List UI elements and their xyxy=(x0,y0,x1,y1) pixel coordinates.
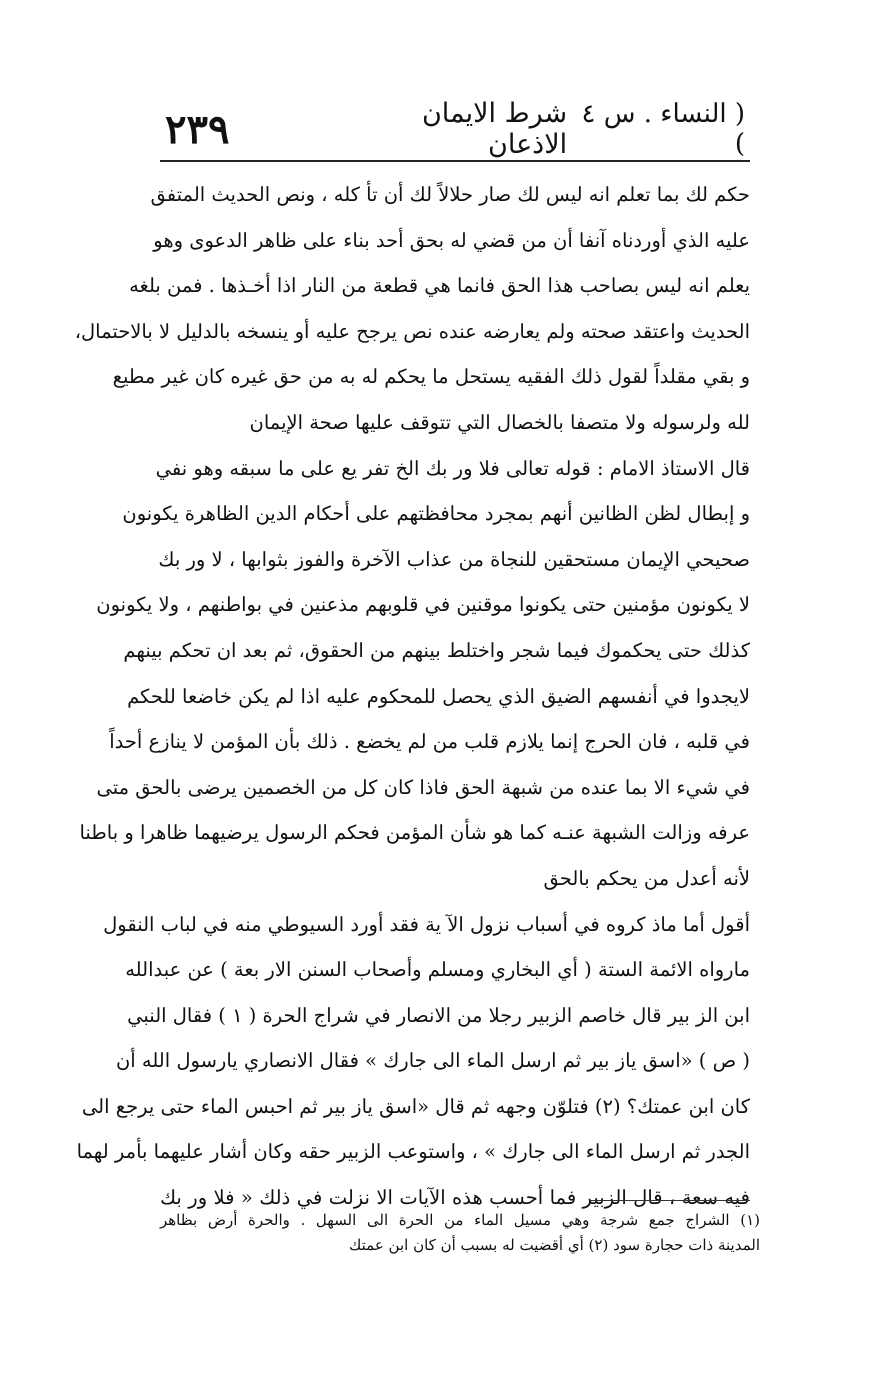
text-line: الحديث واعتقد صحته ولم يعارضه عنده نص يرجح عليه أو ينسخه بالدليل لا بالاحتمال، xyxy=(74,319,750,343)
text-line: كان ابن عمتك؟ (٢) فتلوّن وجهه ثم قال «اسق ياز بير ثم احبس الماء حتى يرجع الى xyxy=(81,1094,750,1118)
text-line: مارواه الائمة الستة ( أي البخاري ومسلم وأصحاب السنن الار بعة ) عن عبدالله xyxy=(125,958,750,982)
text-line: في قلبه ، فان الحرج إنما يلازم قلب من لم يخضع . ذلك بأن المؤمن لا ينازع أحداً xyxy=(109,730,750,754)
text-line: و بقي مقلداً لقول ذلك الفقيه يستحل ما يحكم له به من حق غيره كان غير مطيع xyxy=(112,365,750,389)
section-reference: ( النساء . س ٤ ) xyxy=(581,99,745,159)
footnote-line: المدينة ذات حجارة سود (٢) أي أقضيت له بسبب أن كان ابن عمتك xyxy=(349,1236,760,1254)
text-line: لايجدوا في أنفسهم الضيق الذي يحصل للمحكوم عليه اذا لم يكن خاضعا للحكم xyxy=(127,684,750,708)
text-line: يعلم انه ليس بصاحب هذا الحق فانما هي قطعة من النار اذا أخـذها . فمن بلغه xyxy=(129,274,750,298)
text-line: لله ولرسوله ولا متصفا بالخصال التي تتوقف عليها صحة الإيمان xyxy=(249,410,750,434)
page-number: ٢٣٩ xyxy=(165,105,230,153)
text-line: قال الاستاذ الامام : قوله تعالى فلا ور بك الخ تفر يع على ما سبقه وهو نفي xyxy=(155,456,750,480)
paragraph-3 xyxy=(76,902,750,1221)
running-title: شرط الايمان الاذعان xyxy=(421,98,568,160)
text-line: الجدر ثم ارسل الماء الى جارك » ، واستوعب الزبير حقه وكان أشار عليهما بأمر لهما xyxy=(76,1140,750,1164)
text-line: و إبطال لظن الظانين أنهم بمجرد محافظتهم على أحكام الدين الظاهرة يكونون xyxy=(122,502,750,526)
text-line: لا يكونون مؤمنين حتى يكونوا موقنين في قلوبهم مذعنين في بواطنهم ، ولا يكونون xyxy=(96,593,750,617)
paragraph-1 xyxy=(74,172,750,446)
text-line: كذلك حتى يحكموك فيما شجر واختلط بينهم من الحقوق، ثم بعد ان تحكم بينهم xyxy=(123,638,750,662)
text-line: عرفه وزالت الشبهة عنـه كما هو شأن المؤمن فحكم الرسول يرضيهما ظاهرا و باطنا xyxy=(79,821,750,845)
text-line: حكم لك بما تعلم انه ليس لك صار حلالاً لك أن تأ كله ، ونص الحديث المتفق xyxy=(150,183,750,206)
text-line: في شيء الا بما عنده من شبهة الحق فاذا كان كل من الخصمين يرضى بالحق متى xyxy=(96,775,750,799)
text-line: ابن الز بير قال خاصم الزبير رجلا من الانصار في شراج الحرة ( ١ ) فقال النبي xyxy=(127,1003,750,1027)
page-header xyxy=(165,100,745,158)
text-line: عليه الذي أوردناه آنفا أن من قضي له بحق أحد بناء على ظاهر الدعوى وهو xyxy=(153,228,750,252)
body-text xyxy=(74,172,750,1221)
text-line: ( ص ) «اسق ياز بير ثم ارسل الماء الى جارك » فقال الانصاري يارسول الله أن xyxy=(115,1049,750,1073)
footnotes xyxy=(160,1208,760,1258)
header-rule xyxy=(160,160,750,162)
paragraph-2 xyxy=(79,446,750,902)
text-line: أقول أما ماذ كروه في أسباب نزول الآ ية فقد أورد السيوطي منه في لباب النقول xyxy=(103,912,750,936)
text-line: فيه سعة ، قال الزبير فما أحسب هذه الآيات الا نزلت في ذلك « فلا ور بك xyxy=(160,1186,750,1210)
text-line: صحيحي الإيمان مستحقين للنجاة من عذاب الآخرة والفوز بثوابها ، لا ور بك xyxy=(158,547,750,571)
footnote-line: (١) الشراج جمع شرجة وهي مسيل الماء من الحرة الى السهل . والحرة أرض بظاهر xyxy=(160,1211,760,1229)
text-line: لأنه أعدل من يحكم بالحق xyxy=(543,866,750,890)
footnote-rule xyxy=(590,1200,750,1201)
